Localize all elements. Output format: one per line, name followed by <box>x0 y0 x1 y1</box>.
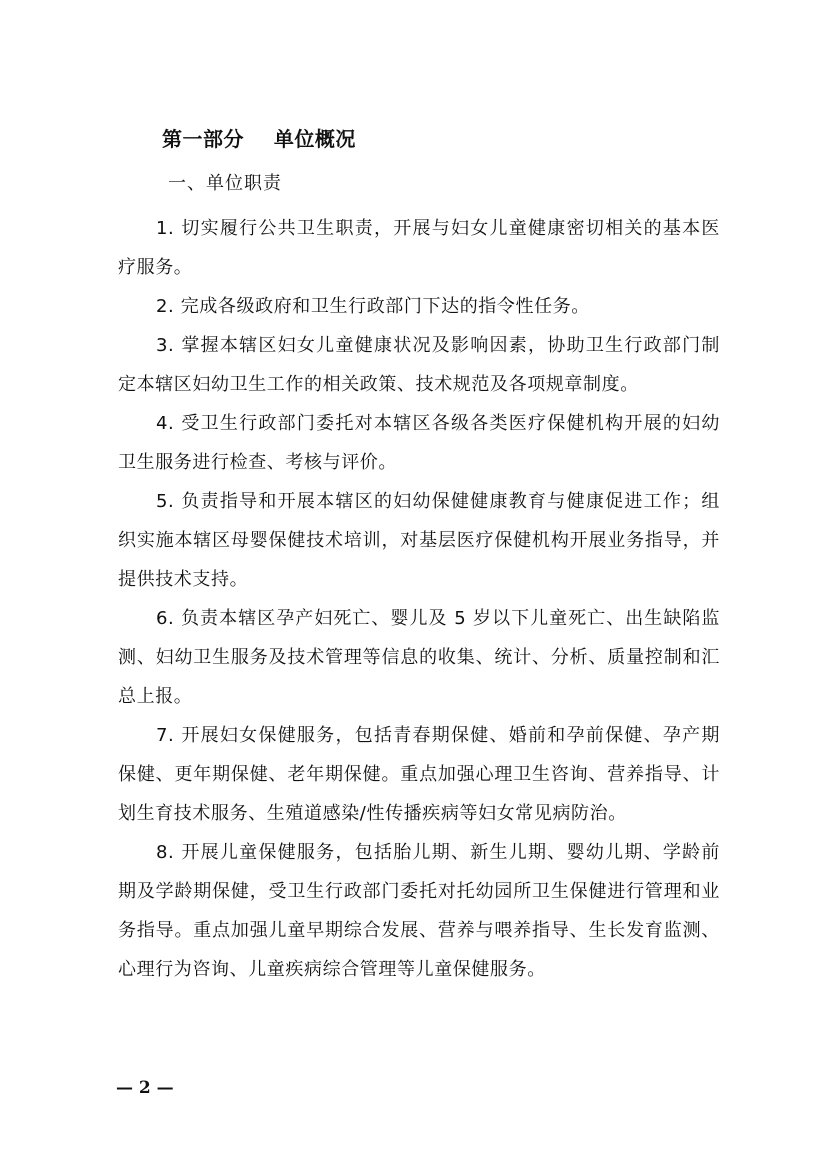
paragraph-6: 6. 负责本辖区孕产妇死亡、婴儿及 5 岁以下儿童死亡、出生缺陷监测、妇幼卫生服务及技术管理等信息的收集、统计、分析、质量控制和汇总上报。 <box>118 608 720 707</box>
paragraph-8: 8. 开展儿童保健服务，包括胎儿期、新生儿期、婴幼儿期、学龄前期及学龄期保健，受卫生行政部门委托对托幼园所卫生保健进行管理和业务指导。重点加强儿童早期综合发展、营养与喂养指导、生长发育监测、心理行为咨询、儿童疾病综合管理等儿童保健服务。 <box>118 842 720 980</box>
page-number: — 2 — <box>116 1078 174 1098</box>
paragraph-2: 2. 完成各级政府和卫生行政部门下达的指令性任务。 <box>156 296 590 317</box>
paragraph-3: 3. 掌握本辖区妇女儿童健康状况及影响因素，协助卫生行政部门制定本辖区妇幼卫生工作的相关政策、技术规范及各项规章制度。 <box>118 335 720 395</box>
paragraph-5: 5. 负责指导和开展本辖区的妇幼保健健康教育与健康促进工作；组织实施本辖区母婴保健技术培训，对基层医疗保健机构开展业务指导，并提供技术支持。 <box>118 491 720 590</box>
body-text <box>118 209 720 989</box>
paragraph-7: 7. 开展妇女保健服务，包括青春期保健、婚前和孕前保健、孕产期保健、更年期保健、老年期保健。重点加强心理卫生咨询、营养指导、计划生育技术服务、生殖道感染/性传播疾病等妇女常见病防治。 <box>118 725 720 824</box>
section-heading: 一、单位职责 <box>168 173 282 194</box>
paragraph-1: 1. 切实履行公共卫生职责，开展与妇女儿童健康密切相关的基本医疗服务。 <box>118 218 720 278</box>
part-heading: 第一部分 单位概况 <box>162 127 356 151</box>
paragraph-4: 4. 受卫生行政部门委托对本辖区各级各类医疗保健机构开展的妇幼卫生服务进行检查、考核与评价。 <box>118 413 720 473</box>
